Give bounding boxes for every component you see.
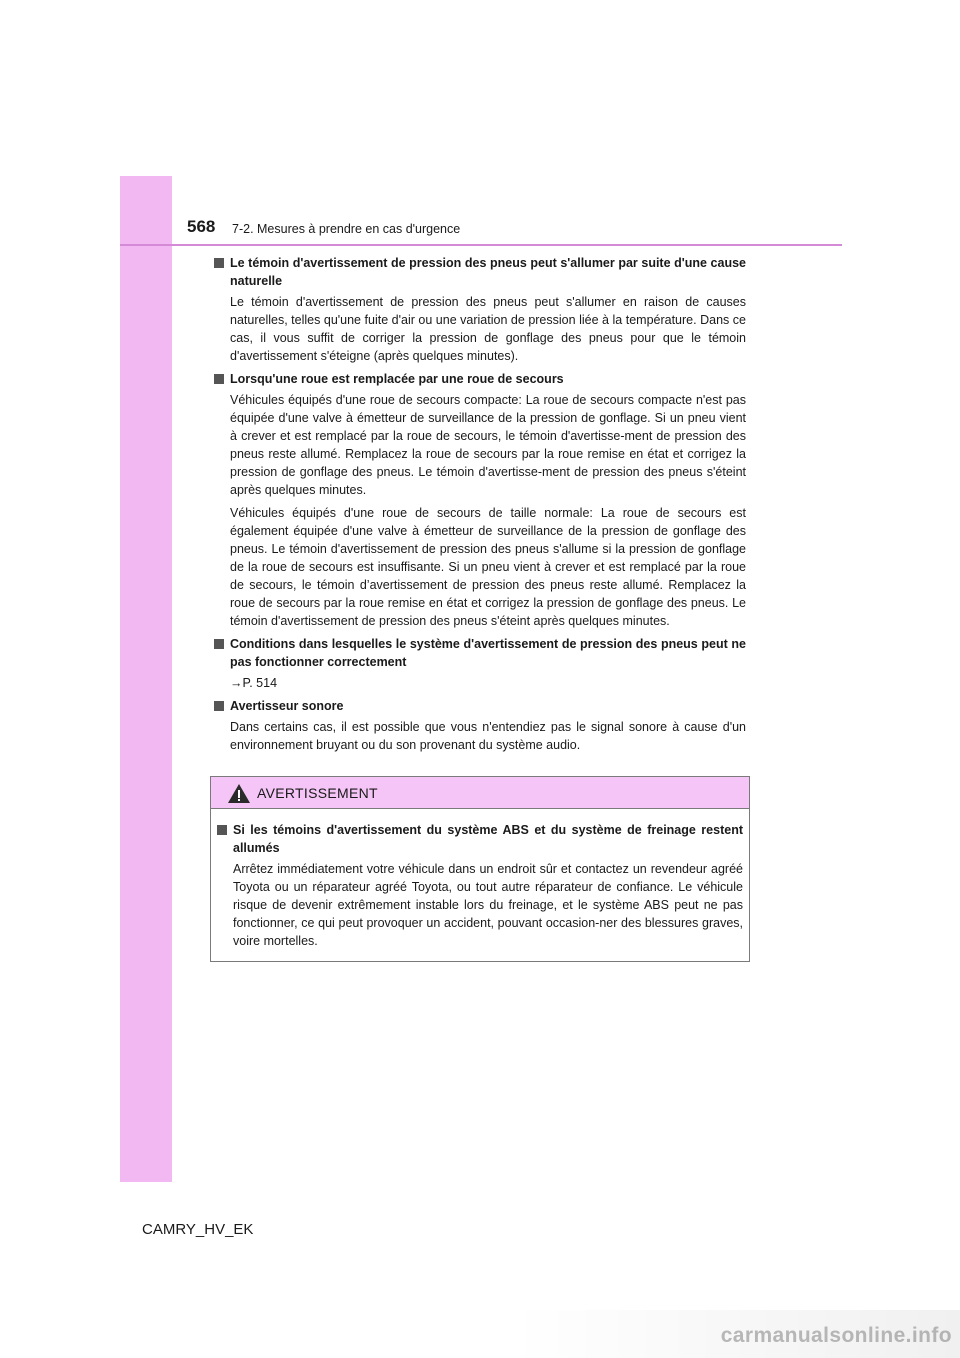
square-bullet-icon xyxy=(214,701,224,711)
square-bullet-icon xyxy=(217,825,227,835)
section-title: 7-2. Mesures à prendre en cas d'urgence xyxy=(232,222,461,236)
page-reference-link[interactable]: →P. 514 xyxy=(230,676,278,690)
warning-heading-text: Si les témoins d'avertissement du système ABS et du système de freinage restent allumés xyxy=(233,823,743,855)
item-heading xyxy=(212,697,746,715)
item-paragraph: Le témoin d'avertissement de pression des pneus peut s'allumer en raison de causes naturelles, telles qu'une fuite d'air ou une variation de pression liée à la température. Dans ce cas, il vous suffit de corriger la pression de gonflage des pneus pour que le témoin d'avertissement s'éteigne (après quelques minutes). xyxy=(230,295,746,363)
item-heading-text: Le témoin d'avertissement de pression des pneus peut s'allumer par suite d'une cause naturelle xyxy=(230,256,746,288)
warning-paragraph: Arrêtez immédiatement votre véhicule dans un endroit sûr et contactez un revendeur agréé Toyota ou un réparateur agréé Toyota, ou tout autre réparateur de confiance. Le véhicule risque de devenir extrêmement instable lors du freinage, et le système ABS peut ne pas fonctionner, ce qui peut provoquer un accident, pouvant occasion-ner des blessures graves, voire mortelles. xyxy=(233,862,743,948)
item-heading-text: Conditions dans lesquelles le système d'avertissement de pression des pneus peut ne pas fonctionner correctement xyxy=(230,637,746,669)
item-paragraph: Véhicules équipés d'une roue de secours compacte: La roue de secours compacte n'est pas équipée d'une valve à émetteur de surveillance de la pression de gonflage. Si un pneu vient à crever et est remplacé par la roue de secours, le témoin d'avertisse-ment de pression des pneus reste allumé. Remplacez la roue de secours par la roue remise en état et corrigez la pression de gonflage des pneus. Le témoin d'avertisse-ment de pression des pneus s'éteint après quelques minutes. xyxy=(230,393,746,497)
watermark-logo: carmanualsonline.info xyxy=(720,1324,952,1347)
main-content xyxy=(212,254,746,759)
item-buzzer xyxy=(212,697,746,754)
item-paragraph: Dans certains cas, il est possible que vous n'entendiez pas le signal sonore à cause d'un environnement bruyant ou du son provenant du système audio. xyxy=(230,720,746,752)
model-code: CAMRY_HV_EK xyxy=(142,1221,254,1238)
square-bullet-icon xyxy=(214,258,224,268)
warning-box xyxy=(210,776,750,962)
item-heading xyxy=(212,254,746,290)
watermark-strip xyxy=(510,1310,960,1358)
item-heading xyxy=(212,635,746,671)
item-heading-text: Lorsqu'une roue est remplacée par une roue de secours xyxy=(230,372,564,386)
item-natural-cause xyxy=(212,254,746,365)
square-bullet-icon xyxy=(214,374,224,384)
warning-item-heading xyxy=(215,821,743,857)
warning-header xyxy=(211,777,749,809)
chapter-sidebar-tab xyxy=(120,176,172,1182)
square-bullet-icon xyxy=(214,639,224,649)
item-spare-wheel xyxy=(212,370,746,630)
item-paragraph: Véhicules équipés d'une roue de secours de taille normale: La roue de secours est également équipée d'une valve à émetteur de surveillance de la pression de gonflage des pneus. Le témoin d'avertissement de pression des pneus s'allume si la pression de gonflage de la roue de secours est insuffisante. Si un pneu vient à crever et est remplacé par la roue de secours, le témoin d’avertissement de pression des pneus reste allumé. Remplacez la roue de secours par la roue remise en état et corrigez la pression de gonflage des pneus. Le témoin d'avertissement de pression des pneus s'éteint après quelques minutes. xyxy=(230,506,746,628)
warning-body xyxy=(211,809,749,950)
item-conditions xyxy=(212,635,746,692)
item-heading-text: Avertisseur sonore xyxy=(230,699,344,713)
warning-title: AVERTISSEMENT xyxy=(257,785,378,801)
item-heading xyxy=(212,370,746,388)
warning-triangle-icon xyxy=(227,783,251,804)
header-divider xyxy=(120,244,842,246)
page-number: 568 xyxy=(187,217,216,236)
